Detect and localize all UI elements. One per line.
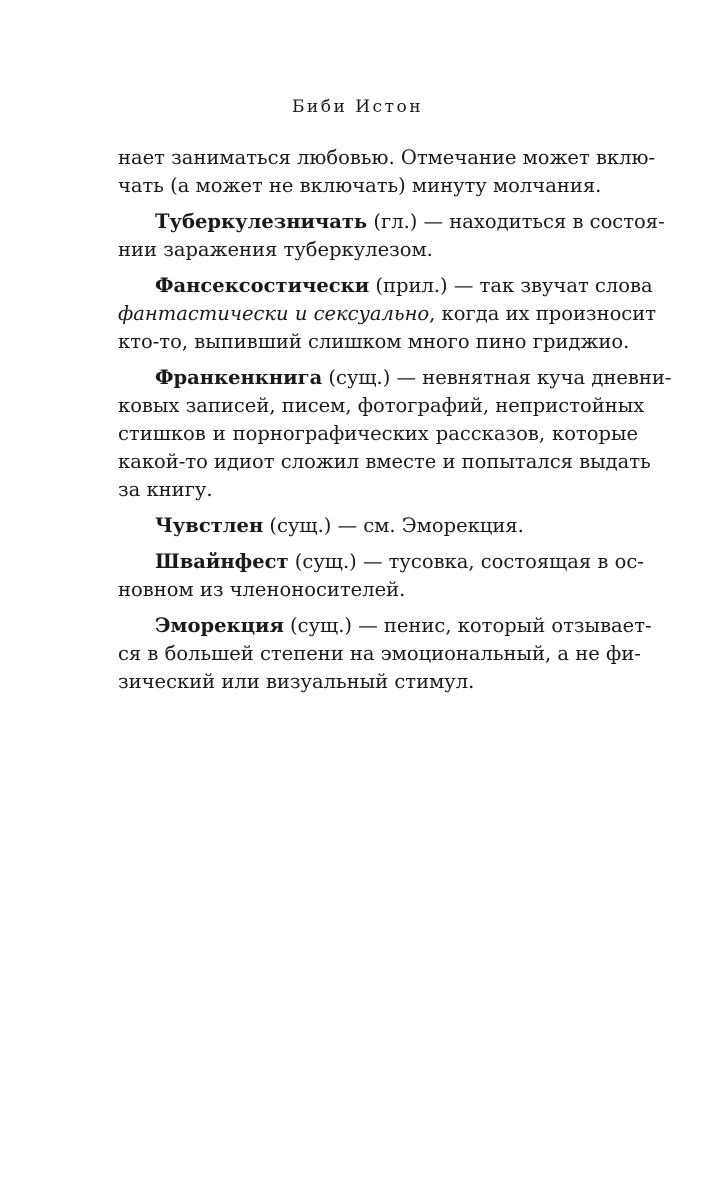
text-line bbox=[118, 208, 665, 236]
text-line: чать (а может не включать) минуту молчания. bbox=[118, 174, 602, 197]
text-line bbox=[118, 364, 672, 392]
definition-text: , когда их произносит bbox=[429, 302, 657, 325]
text-line: стишков и порнографических рассказов, которые bbox=[118, 422, 638, 445]
glossary-term: Туберкулезничать bbox=[155, 210, 368, 233]
text-line: ся в большей степени на эмоциональный, а не фи- bbox=[118, 642, 641, 665]
text-line: зический или визуальный стимул. bbox=[118, 670, 475, 693]
text-line bbox=[118, 548, 644, 576]
continuation-paragraph bbox=[118, 144, 656, 200]
text-line bbox=[118, 512, 638, 540]
text-line bbox=[118, 272, 653, 300]
glossary-term: Франкенкнига bbox=[155, 366, 323, 389]
glossary-entry bbox=[118, 364, 672, 504]
text-line: нает заниматься любовью. Отмечание может вклю- bbox=[118, 146, 656, 169]
glossary-term: Швайнфест bbox=[155, 550, 289, 573]
definition-text: (прил.) — так звучат слова bbox=[369, 274, 653, 297]
text-line: за книгу. bbox=[118, 478, 213, 501]
definition-text: (гл.) — находиться в состоя- bbox=[367, 210, 665, 233]
text-line: новном из членоносителей. bbox=[118, 578, 406, 601]
text-line bbox=[118, 300, 657, 328]
definition-text: (сущ.) — невнятная куча дневни- bbox=[322, 366, 672, 389]
glossary-term: Эморекция bbox=[155, 614, 284, 637]
glossary-term: Чувстлен bbox=[155, 514, 264, 537]
text-line: нии заражения туберкулезом. bbox=[118, 238, 433, 261]
glossary-entry bbox=[118, 208, 665, 264]
text-line: кто-то, выпивший слишком много пино гриджио. bbox=[118, 330, 630, 353]
definition-text: (сущ.) — см. Эморекция. bbox=[263, 514, 524, 537]
running-header: Биби Истон bbox=[291, 97, 424, 117]
definition-text: (сущ.) — тусовка, состоящая в ос- bbox=[288, 550, 644, 573]
text-line: какой-то идиот сложил вместе и попытался выдать bbox=[118, 450, 651, 473]
definition-text: (сущ.) — пенис, который отзывает- bbox=[283, 614, 652, 637]
glossary-entry bbox=[118, 548, 644, 604]
italic-phrase: фантастически и сексуально bbox=[118, 302, 430, 325]
glossary-entry bbox=[118, 512, 638, 540]
glossary-entry bbox=[118, 272, 657, 356]
text-line: ковых записей, писем, фотографий, непристойных bbox=[118, 394, 645, 417]
glossary-entry bbox=[118, 612, 652, 696]
glossary-term: Фансексостически bbox=[155, 274, 370, 297]
page-text bbox=[118, 144, 672, 704]
text-line bbox=[118, 612, 652, 640]
